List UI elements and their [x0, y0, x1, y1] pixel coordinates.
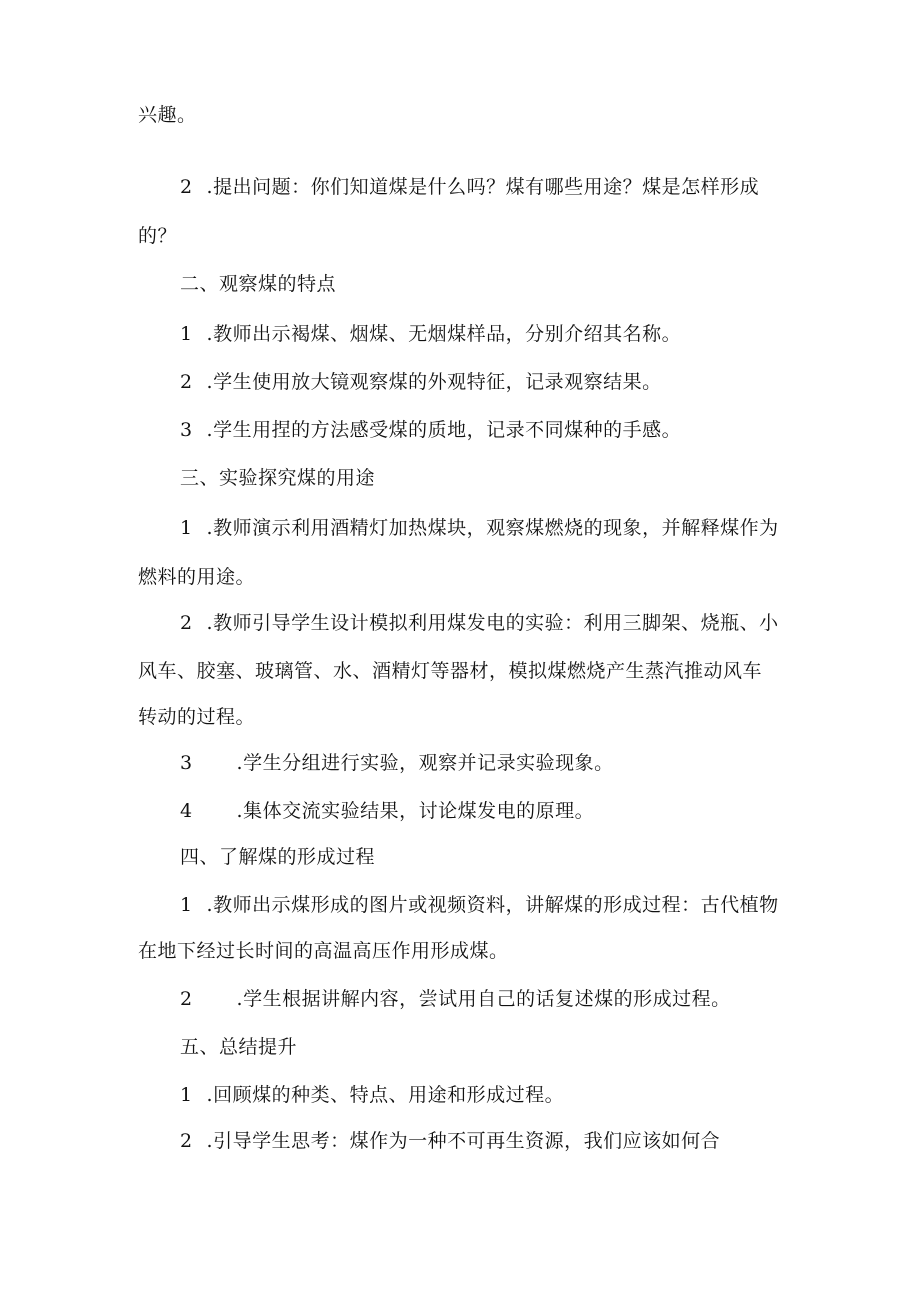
list-item	[180, 609, 779, 637]
list-item	[180, 368, 662, 396]
list-item	[180, 749, 614, 777]
paragraph-text: 兴趣。	[138, 104, 197, 126]
item-text: 的？	[138, 225, 178, 247]
item-number: 3	[180, 752, 193, 774]
item-text: .引导学生思考：煤作为一种不可再生资源，我们应该如何合	[206, 1130, 721, 1152]
item-number: 1	[180, 894, 193, 916]
list-item	[180, 416, 681, 444]
heading-text: 四、了解煤的形成过程	[180, 846, 376, 868]
heading-text: 三、实验探究煤的用途	[180, 467, 376, 489]
list-item	[180, 985, 731, 1013]
item-text: .学生用捏的方法感受煤的质地，记录不同煤种的手感。	[206, 419, 682, 441]
item-number: 2	[180, 371, 193, 393]
list-item-continuation	[138, 703, 255, 731]
list-item-continuation	[138, 563, 255, 591]
list-item	[180, 320, 681, 348]
item-text: .教师出示煤形成的图片或视频资料，讲解煤的形成过程：古代植物	[206, 894, 779, 916]
list-item-continuation	[138, 937, 509, 965]
item-text: 燃料的用途。	[138, 566, 256, 588]
item-number: 1	[180, 517, 193, 539]
section-heading	[180, 843, 375, 871]
item-number: 3	[180, 419, 193, 441]
item-number: 2	[180, 176, 193, 198]
item-number: 2	[180, 988, 193, 1010]
item-text: .学生根据讲解内容，尝试用自己的话复述煤的形成过程。	[236, 988, 731, 1010]
section-heading	[180, 270, 336, 298]
item-number: 2	[180, 1130, 193, 1152]
item-text: 转动的过程。	[138, 706, 256, 728]
list-item	[180, 1081, 564, 1109]
item-text: 在地下经过长时间的高温高压作用形成煤。	[138, 940, 509, 962]
paragraph-continuation	[138, 101, 197, 129]
heading-text: 二、观察煤的特点	[180, 273, 337, 295]
list-item	[180, 514, 779, 542]
item-text: .学生分组进行实验，观察并记录实验现象。	[236, 752, 614, 774]
item-text: .教师出示褐煤、烟煤、无烟煤样品，分别介绍其名称。	[206, 323, 682, 345]
list-item	[180, 797, 594, 825]
item-number: 1	[180, 323, 193, 345]
list-item	[180, 173, 759, 201]
list-item-continuation	[138, 657, 762, 685]
heading-text: 五、总结提升	[180, 1036, 298, 1058]
item-number: 1	[180, 1084, 193, 1106]
item-text: .学生使用放大镜观察煤的外观特征，记录观察结果。	[206, 371, 662, 393]
item-text: 风车、胶塞、玻璃管、水、酒精灯等器材，模拟煤燃烧产生蒸汽推动风车	[138, 660, 763, 682]
item-number: 2	[180, 612, 193, 634]
item-number: 4	[180, 800, 193, 822]
item-text: .回顾煤的种类、特点、用途和形成过程。	[206, 1084, 565, 1106]
list-item	[180, 1127, 720, 1155]
item-text: .提出问题：你们知道煤是什么吗？煤有哪些用途？煤是怎样形成	[206, 176, 760, 198]
item-text: .教师引导学生设计模拟利用煤发电的实验：利用三脚架、烧瓶、小	[206, 612, 779, 634]
section-heading	[180, 464, 375, 492]
list-item-continuation	[138, 222, 177, 250]
item-text: .教师演示利用酒精灯加热煤块，观察煤燃烧的现象，并解释煤作为	[206, 517, 779, 539]
section-heading	[180, 1033, 297, 1061]
list-item	[180, 891, 779, 919]
item-text: .集体交流实验结果，讨论煤发电的原理。	[236, 800, 595, 822]
